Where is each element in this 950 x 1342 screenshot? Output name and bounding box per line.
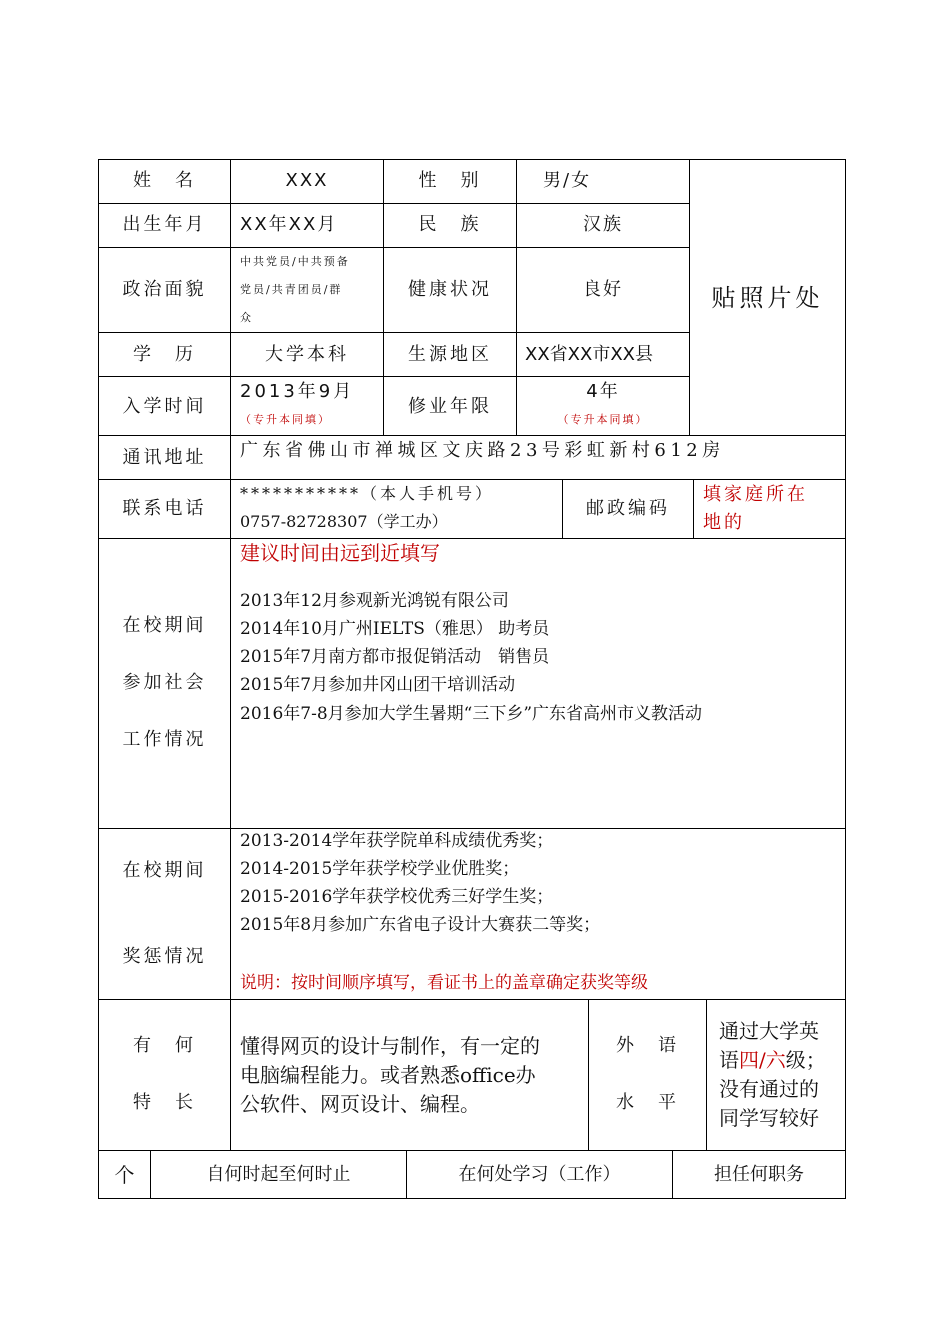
origin-label: 生源地区 (408, 344, 492, 365)
row-divider (98, 999, 846, 1000)
phone-label: 联系电话 (122, 498, 207, 519)
row-divider (98, 332, 690, 333)
language-label-line: 水 平 (616, 1092, 679, 1113)
language-text: 级； (785, 1048, 826, 1072)
education-label: 学 历 (133, 344, 196, 365)
row-divider (98, 376, 690, 377)
col-divider (706, 999, 707, 1150)
political-value-line: 中共党员/中共预备 (240, 255, 350, 268)
birth-value: XX年XX月 (240, 214, 338, 235)
political-label: 政治面貌 (122, 279, 207, 300)
row-divider (98, 247, 690, 248)
social-label-line: 参加社会 (122, 672, 207, 693)
social-entry: 2013年12月参观新光鸿锐有限公司 (240, 591, 509, 611)
gender-value: 男/女 (543, 170, 592, 191)
history-row-label: 个 (114, 1163, 135, 1187)
postcode-hint-line: 地的 (703, 512, 745, 533)
social-entry: 2016年7-8月参加大学生暑期“三下乡”广东省高州市义教活动 (240, 704, 703, 724)
row-divider (98, 435, 846, 436)
political-value-line: 众 (240, 311, 253, 324)
political-value-line: 党员/共青团员/群 (240, 283, 343, 296)
name-value: XXX (285, 170, 329, 191)
social-label-line: 工作情况 (122, 729, 207, 750)
phone-mobile: ***********（本人手机号） (240, 484, 495, 503)
col-divider (588, 999, 589, 1150)
social-entry: 2014年10月广州IELTS（雅思） 助考员 (240, 619, 550, 639)
language-level-line: 没有通过的 (719, 1077, 819, 1101)
col-divider (230, 435, 231, 539)
social-label-line: 在校期间 (122, 615, 207, 636)
col-divider (230, 538, 231, 1150)
row-divider (98, 203, 690, 204)
table-border-bottom (98, 1198, 846, 1199)
row-divider (98, 479, 846, 480)
duration-label: 修业年限 (408, 396, 492, 417)
language-label-line: 外 语 (616, 1035, 679, 1056)
language-level-line (719, 1050, 826, 1070)
history-col-position: 担任何职务 (714, 1164, 804, 1185)
gender-label: 性 别 (418, 170, 482, 191)
address-value: 广东省佛山市禅城区文庆路23号彩虹新村612房 (240, 440, 725, 461)
language-text: 语 (719, 1048, 739, 1072)
skills-text-line: 公软件、网页设计、编程。 (240, 1092, 480, 1116)
health-label: 健康状况 (408, 279, 492, 300)
phone-office: 0757-82728307（学工办） (240, 512, 448, 531)
education-value: 大学本科 (265, 344, 349, 365)
award-entry: 2013-2014学年获学院单科成绩优秀奖； (240, 831, 554, 851)
row-divider (98, 1150, 846, 1151)
history-col-period: 自何时起至何时止 (206, 1164, 351, 1185)
table-border-top (98, 159, 846, 160)
row-divider (98, 828, 846, 829)
col-divider (693, 479, 694, 539)
enroll-note: （专升本同填） (240, 413, 331, 426)
language-level-line: 通过大学英 (719, 1019, 819, 1043)
duration-note: （专升本同填） (557, 413, 649, 426)
language-level-line: 同学写较好 (719, 1106, 819, 1130)
name-label: 姓 名 (133, 170, 196, 191)
skills-text-line: 电脑编程能力。或者熟悉office办 (240, 1063, 536, 1087)
col-divider (230, 159, 231, 435)
ethnicity-label: 民 族 (418, 214, 482, 235)
enroll-label: 入学时间 (122, 396, 207, 417)
postcode-hint-line: 填家庭所在 (703, 484, 808, 505)
ethnicity-value: 汉族 (583, 214, 623, 235)
photo-placeholder: 贴照片处 (711, 284, 824, 312)
birth-label: 出生年月 (122, 214, 207, 235)
awards-note: 说明：按时间顺序填写，看证书上的盖章确定获奖等级 (240, 973, 648, 993)
award-entry: 2015-2016学年获学校优秀三好学生奖； (240, 887, 554, 907)
skills-text-line: 懂得网页的设计与制作，有一定的 (240, 1034, 540, 1058)
duration-value: 4年 (586, 381, 620, 402)
postcode-label: 邮政编码 (586, 498, 670, 519)
award-entry: 2015年8月参加广东省电子设计大赛获二等奖； (240, 915, 601, 935)
history-col-place: 在何处学习（工作） (458, 1164, 621, 1185)
awards-label-line: 在校期间 (122, 860, 207, 881)
skills-label-line: 特 长 (133, 1092, 196, 1113)
health-value: 良好 (583, 279, 623, 300)
skills-label-line: 有 何 (133, 1035, 196, 1056)
awards-label-line: 奖惩情况 (122, 946, 207, 967)
address-label: 通讯地址 (122, 447, 207, 468)
row-divider (98, 538, 846, 539)
enroll-value: 2013年9月 (240, 381, 355, 402)
origin-value: XX省XX市XX县 (525, 344, 653, 365)
social-entry: 2015年7月参加井冈山团干培训活动 (240, 675, 516, 695)
social-hint: 建议时间由远到近填写 (240, 541, 440, 565)
table-border-right (845, 159, 846, 1199)
social-entry: 2015年7月南方都市报促销活动 销售员 (240, 647, 550, 667)
language-level-highlight: 四/六 (739, 1048, 786, 1072)
award-entry: 2014-2015学年获学校学业优胜奖； (240, 859, 520, 879)
